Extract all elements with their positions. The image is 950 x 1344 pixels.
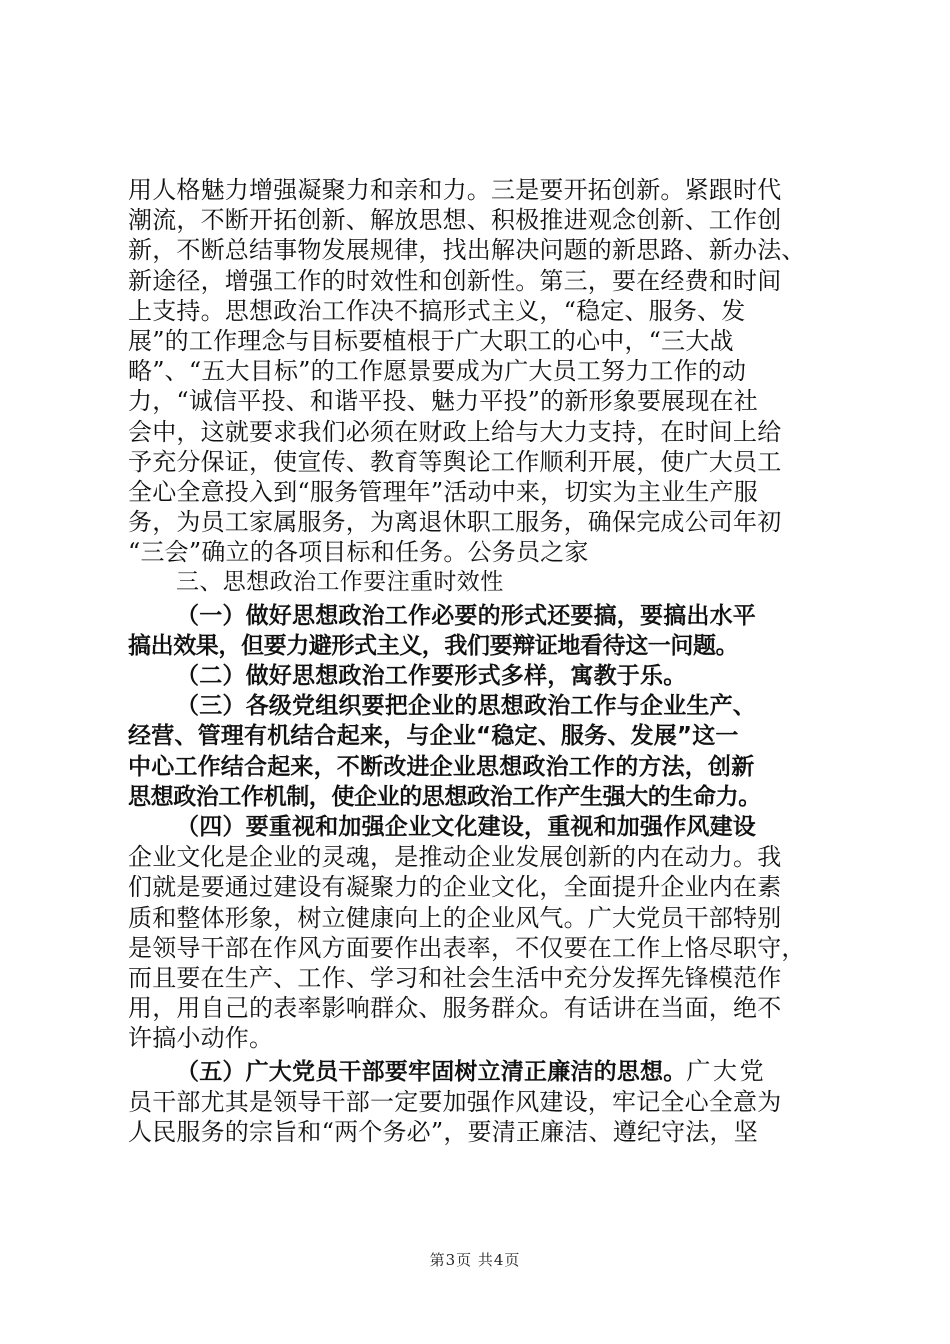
paragraph-line: 务，为员工家属服务，为离退休职工服务，确保完成公司年初 — [128, 508, 782, 537]
paragraph-line: 潮流，不断开拓创新、解放思想、积极推进观念创新、工作创 — [128, 206, 782, 235]
page-number-footer: 第3页 共4页 — [429, 1251, 521, 1269]
paragraph-line: 力，“诚信平投、和谐平投、魅力平投”的新形象要展现在社 — [128, 387, 758, 416]
document-body — [128, 175, 833, 1147]
subsection-line: 搞出效果，但要力避形式主义，我们要辩证地看待这一问题。 — [128, 632, 739, 659]
paragraph-line: 会中，这就要求我们必须在财政上给与大力支持，在时间上给 — [128, 417, 782, 446]
paragraph-line: 而且要在生产、工作、学习和社会生活中充分发挥先锋模范作 — [128, 963, 782, 992]
paragraph-line: 新途径，增强工作的时效性和创新性。第三，要在经费和时间 — [128, 266, 782, 295]
paragraph-line: 员干部尤其是领导干部一定要加强作风建设，牢记全心全意为 — [128, 1087, 782, 1116]
section-heading: 三、思想政治工作要注重时效性 — [176, 569, 504, 596]
paragraph-line: 展”的工作理念与目标要植根于广大职工的心中，“三大战 — [128, 326, 734, 355]
subsection-line: （三）各级党组织要把企业的思想政治工作与企业生产、 — [176, 693, 756, 720]
subsection-line: （一）做好思想政治工作必要的形式还要搞，要搞出水平 — [176, 602, 756, 629]
paragraph-line: 予充分保证，使宣传、教育等舆论工作顺利开展，使广大员工 — [128, 447, 782, 476]
subsection-title: （五）广大党员干部要牢固树立清正廉洁的思想。 — [176, 1059, 687, 1086]
paragraph-line: 们就是要通过建设有凝聚力的企业文化，全面提升企业内在素 — [128, 873, 782, 902]
subsection-line: 中心工作结合起来，不断改进企业思想政治工作的方法，创新 — [128, 753, 755, 780]
paragraph-line: 略”、“五大目标”的工作愿景要成为广大员工努力工作的动 — [128, 357, 747, 386]
paragraph-line: 质和整体形象，树立健康向上的企业风气。广大党员干部特别 — [128, 903, 782, 932]
paragraph-line: 人民服务的宗旨和“两个务必”，要清正廉洁、遵纪守法，坚 — [128, 1117, 758, 1146]
paragraph-line: 用，用自己的表率影响群众、服务群众。有话讲在当面，绝不 — [128, 994, 782, 1023]
subsection-line: 思想政治工作机制，使企业的思想政治工作产生强大的生命力。 — [128, 783, 761, 810]
subsection-line: （二）做好思想政治工作要形式多样，寓教于乐。 — [176, 663, 687, 689]
paragraph-line: 全心全意投入到“服务管理年”活动中来，切实为主业生产服 — [128, 477, 758, 506]
paragraph-line: 上支持。思想政治工作决不搞形式主义，“稳定、服务、发 — [128, 296, 746, 325]
paragraph-fragment: 广大党 — [686, 1057, 767, 1086]
paragraph-line: 用人格魅力增强凝聚力和亲和力。三是要开拓创新。紧跟时代 — [128, 176, 782, 204]
paragraph-line: 新，不断总结事物发展规律，找出解决问题的新思路、新办法、 — [128, 236, 806, 265]
paragraph-line: “三会”确立的各项目标和任务。公务员之家 — [128, 538, 589, 567]
paragraph-line: 是领导干部在作风方面要作出表率，不仅要在工作上恪尽职守， — [128, 933, 806, 962]
subsection-line: （四）要重视和加强企业文化建设，重视和加强作风建设 — [176, 813, 756, 840]
paragraph-line: 许搞小动作。 — [128, 1024, 274, 1053]
paragraph-line: 企业文化是企业的灵魂，是推动企业发展创新的内在动力。我 — [128, 843, 782, 872]
subsection-line: 经营、管理有机结合起来，与企业“稳定、服务、发展”这一 — [128, 723, 739, 750]
subsection-line — [128, 1056, 833, 1086]
